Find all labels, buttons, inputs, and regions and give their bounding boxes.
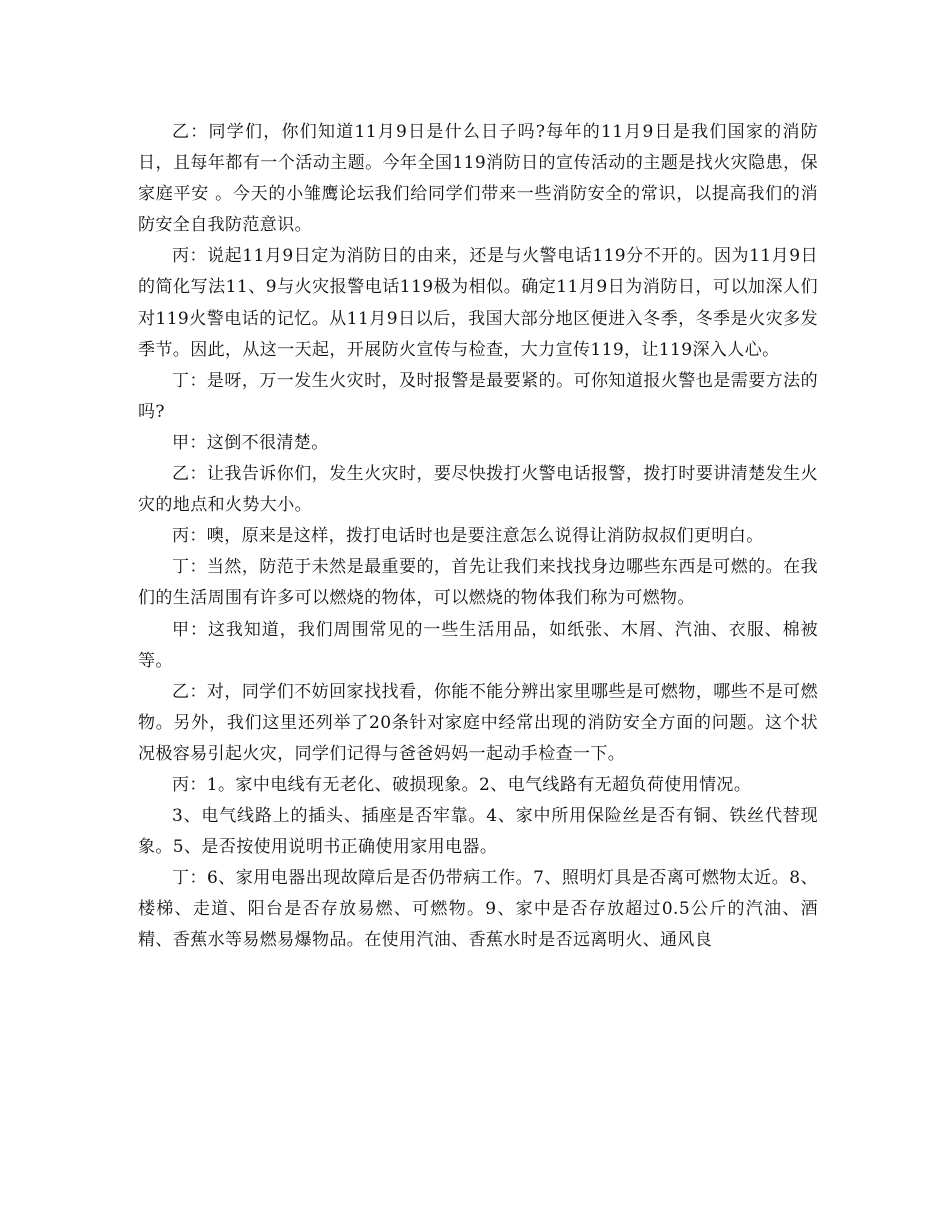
paragraph: 丙：说起11月9日定为消防日的由来，还是与火警电话119分不开的。因为11月9日的简化写法11、9与火灾报警电话119极为相似。确定11月9日为消防日，可以加深人们对119火警电话的记忆。从11月9日以后，我国大部分地区便进入冬季，冬季是火灾多发季节。因此，从这一天起，开展防火宣传与检查，大力宣传119，让119深入人心。 — [138, 246, 818, 360]
paragraph: 乙：同学们，你们知道11月9日是什么日子吗?每年的11月9日是我们国家的消防日，且每年都有一个活动主题。今年全国119消防日的宣传活动的主题是找火灾隐患，保家庭平安 。今天的小雏鹰论坛我们给同学们带来一些消防安全的常识，以提高我们的消防安全自我防范意识。 — [138, 122, 818, 236]
paragraph: 甲：这倒不很清楚。 — [172, 432, 329, 453]
paragraph: 丙：噢，原来是这样，拨打电话时也是要注意怎么说得让消防叔叔们更明白。 — [172, 526, 764, 547]
paragraph: 丁：6、家用电器出现故障后是否仍带病工作。7、照明灯具是否离可燃物太近。8、楼梯、走道、阳台是否存放易燃、可燃物。9、家中是否存放超过0.5公斤的汽油、酒精、香蕉水等易燃易爆物品。在使用汽油、香蕉水时是否远离明火、通风良 — [138, 868, 818, 951]
paragraph: 3、电气线路上的插头、插座是否牢靠。4、家中所用保险丝是否有铜、铁丝代替现象。5、是否按使用说明书正确使用家用电器。 — [138, 806, 818, 858]
paragraph: 丁：当然，防范于未然是最重要的，首先让我们来找找身边哪些东西是可燃的。在我们的生活周围有许多可以燃烧的物体，可以燃烧的物体我们称为可燃物。 — [138, 557, 818, 609]
paragraph: 乙：让我告诉你们，发生火灾时，要尽快拨打火警电话报警，拨打时要讲清楚发生火灾的地点和火势大小。 — [138, 464, 818, 516]
paragraph: 丁：是呀，万一发生火灾时，及时报警是最要紧的。可你知道报火警也是需要方法的吗? — [138, 370, 818, 422]
paragraph: 甲：这我知道，我们周围常见的一些生活用品，如纸张、木屑、汽油、衣服、棉被等。 — [138, 619, 818, 671]
paragraph: 乙：对，同学们不妨回家找找看，你能不能分辨出家里哪些是可燃物，哪些不是可燃物。另外，我们这里还列举了20条针对家庭中经常出现的消防安全方面的问题。这个状况极容易引起火灾，同学们记得与爸爸妈妈一起动手检查一下。 — [138, 681, 818, 764]
document-page — [138, 117, 818, 957]
paragraph: 丙：1。家中电线有无老化、破损现象。2、电气线路有无超负荷使用情况。 — [172, 774, 752, 795]
